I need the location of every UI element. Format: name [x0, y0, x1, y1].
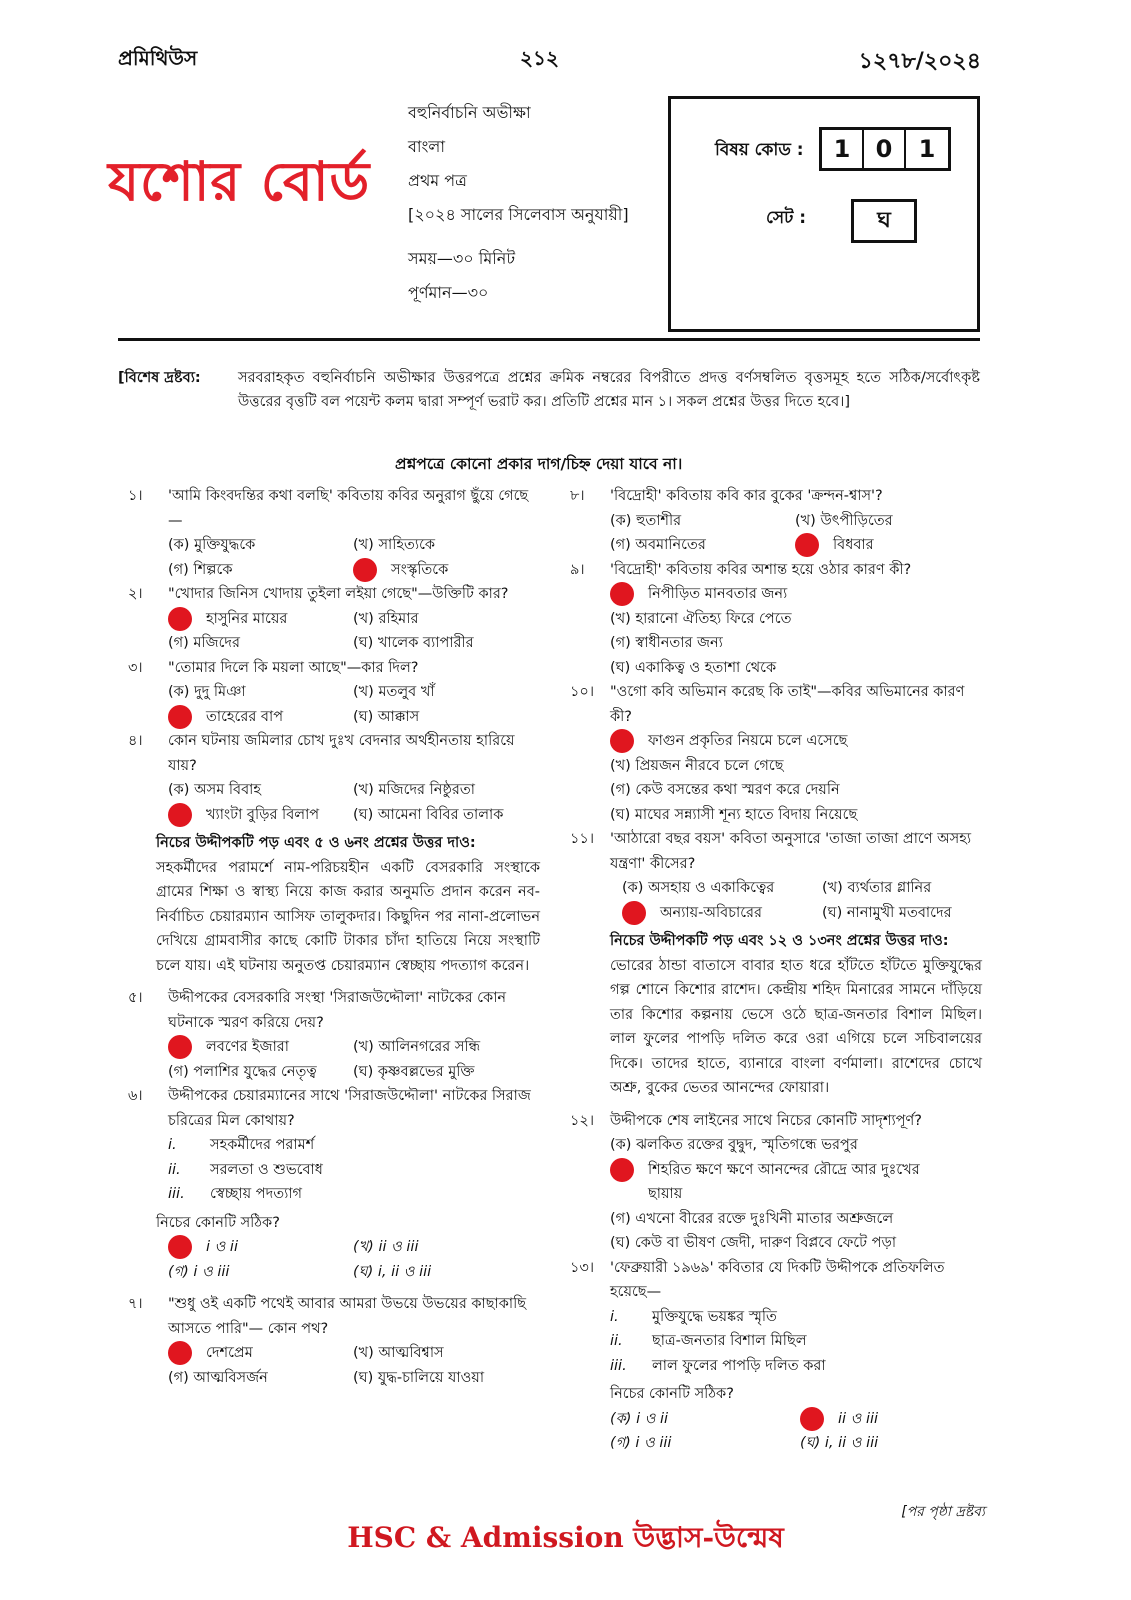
option-d[interactable]: [610, 803, 982, 828]
question-number: ৮।: [570, 488, 585, 504]
question-8: [570, 484, 982, 509]
option-text: (খ) রহিমার: [353, 610, 419, 627]
question-10: [570, 680, 982, 729]
page-number: ২১২: [520, 46, 559, 70]
option-d[interactable]: [610, 656, 982, 681]
question-number: ৬।: [128, 1088, 143, 1104]
question-7: [128, 1292, 540, 1341]
option-b[interactable]: [353, 533, 540, 558]
option-a[interactable]: [168, 778, 353, 803]
option-d[interactable]: [610, 1231, 982, 1256]
header-divider: [118, 338, 980, 341]
filled-answer-circle-icon: [168, 1035, 192, 1059]
code-digit: 1: [918, 135, 936, 163]
roman-numeral: i.: [610, 1308, 619, 1325]
options: [570, 1407, 982, 1456]
option-a[interactable]: [610, 1407, 800, 1432]
subject-code-box: [668, 96, 980, 332]
question-2: [128, 582, 540, 607]
question-6: [128, 1084, 540, 1133]
option-b-continued: [610, 1182, 982, 1207]
option-text: (ঘ) নানামুখী মতবাদের: [822, 904, 952, 921]
option-text: (খ) প্রিয়জন নীরবে চলে গেছে: [610, 757, 784, 774]
set-label: সেট :: [766, 208, 807, 228]
option-a[interactable]: [610, 729, 982, 754]
option-b[interactable]: [353, 778, 540, 803]
option-a[interactable]: [168, 1035, 353, 1060]
option-c[interactable]: [622, 901, 822, 926]
option-text: (খ) আত্মবিশ্বাস: [353, 1345, 444, 1361]
question-number: ১০।: [570, 684, 595, 700]
option-d[interactable]: [353, 558, 540, 583]
subject-name: বাংলা: [408, 137, 445, 156]
option-c[interactable]: [168, 631, 353, 656]
stimulus-text: ভোরের ঠান্ডা বাতাসে বাবার হাত ধরে হাঁটতে হাঁটতে মুক্তিযুদ্ধের গল্প শোনে কিশোর রাশেদ। কেন্দ্রীয় শহিদ মিনারের সামনে দাঁড়িয়ে তার কিশোর কল্পনায় ভেসে ওঠে ছাত্র-জনতার বিশাল মিছিল। লাল ফুলের পাপড়ি দলিত করে ওরা এগিয়ে চলে সচিবালয়ের দিকে। তাদের হাতে, ব্যানারে বাংলা বর্ণমালা। রাশেদের চোখে অশ্রু, বুকের ভেতর আনন্দের ফোয়ারা।: [610, 957, 982, 1096]
filled-answer-circle-icon: [610, 1158, 634, 1182]
filled-answer-circle-icon: [622, 901, 646, 925]
options: [570, 876, 982, 925]
option-text: (খ) উৎপীড়িতের: [795, 512, 893, 529]
question-text: 'আঠারো বছর বয়স' কবিতা অনুসারে 'তাজা তাজা প্রাণে অসহ্য যন্ত্রণা' কীসের?: [610, 831, 972, 872]
left-column: [128, 484, 540, 1390]
option-text: (গ) অবমানিতের: [610, 537, 706, 553]
option-text: দেশপ্রেম: [206, 1345, 253, 1361]
question-text: "খোদার জিনিস খোদায় তুইলা লইয়া গেছে"—উক্তিটি কার?: [168, 586, 509, 602]
statement-text: মুক্তিযুদ্ধে ভয়ঙ্কর স্মৃতি: [652, 1308, 777, 1325]
subject-code-label: বিষয় কোড :: [715, 140, 804, 160]
option-c[interactable]: [610, 778, 982, 803]
option-b[interactable]: [610, 1158, 982, 1183]
option-d[interactable]: [353, 631, 540, 656]
option-text: (ঘ) কেউ বা ভীষণ জেদী, দারুণ বিপ্লবে ফেটে পড়া: [610, 1235, 897, 1251]
option-text: লবণের ইজারা: [206, 1039, 289, 1055]
option-b[interactable]: [353, 1235, 540, 1260]
option-text: (ঘ) খালেক ব্যাপারীর: [353, 635, 474, 651]
question-3: [128, 656, 540, 681]
option-text: (খ) মতলুব খাঁ: [353, 684, 435, 700]
question-9: [570, 558, 982, 583]
option-text: শিহরিত ক্ষণে ক্ষণে আনন্দের রৌদ্রে আর দুঃখের: [648, 1161, 920, 1178]
paper-code: ১২৭৮/২০২৪: [858, 49, 981, 74]
question-number: ১২।: [570, 1112, 595, 1129]
options: [570, 509, 982, 558]
option-text: (ঘ) যুদ্ধ-চালিয়ে যাওয়া: [353, 1369, 485, 1386]
question-number: ৫।: [128, 990, 143, 1006]
option-text: (ক) মুক্তিযুদ্ধকে: [168, 537, 256, 553]
option-b[interactable]: [795, 509, 982, 534]
roman-numeral: iii.: [168, 1186, 185, 1202]
option-a[interactable]: [168, 1235, 353, 1260]
option-c[interactable]: [168, 1060, 353, 1085]
right-column: [570, 484, 982, 1456]
filled-answer-circle-icon: [168, 1341, 192, 1365]
statements: [570, 1305, 982, 1379]
question-text: 'ফেব্রুয়ারী ১৯৬৯' কবিতার যে দিকটি উদ্দীপকে প্রতিফলিত হয়েছে—: [610, 1259, 945, 1300]
option-d[interactable]: [800, 1431, 982, 1456]
option-text: ছায়ায়: [648, 1186, 683, 1202]
option-text: (খ) ii ও iii: [353, 1239, 419, 1255]
question-number: ৪।: [128, 733, 143, 749]
option-b[interactable]: [353, 607, 540, 632]
options: [128, 533, 540, 582]
question-number: ১৩।: [570, 1259, 595, 1276]
option-b[interactable]: [610, 607, 982, 632]
option-text: (ক) হুতাশীর: [610, 512, 682, 529]
notice-text: সরবরাহকৃত বহুনির্বাচনি অভীক্ষার উত্তরপত্রে প্রশ্নের ক্রমিক নম্বরের বিপরীতে প্রদত্ত বর্ণসম্বলিত বৃত্তসমূহ হতে সঠিক/সর্বোৎকৃষ্ট উত্তরের বৃত্তটি বল পয়েন্ট কলম দ্বারা সম্পূর্ণ ভরাট কর। প্রতিটি প্রশ্নের মান ১। সকল প্রশ্নের উত্তর দিতে হবে।]: [238, 370, 980, 410]
code-digit: 1: [822, 130, 864, 168]
publisher-name: প্রমিথিউস: [118, 46, 198, 70]
statement: [168, 1182, 540, 1207]
question-text: উদ্দীপকে শেষ লাইনের সাথে নিচের কোনটি সাদৃশ্যপূর্ণ?: [610, 1112, 922, 1129]
full-marks: পূর্ণমান—৩০: [408, 283, 489, 302]
set-value: ঘ: [851, 199, 917, 243]
statement-text: সরলতা ও শুভবোধ: [210, 1161, 323, 1178]
option-a[interactable]: [168, 1341, 353, 1366]
statement: [168, 1133, 540, 1158]
option-text: (খ) সাহিত্যকে: [353, 537, 436, 553]
question-12: [570, 1109, 982, 1134]
option-d[interactable]: [822, 901, 982, 926]
statement-text: সহকর্মীদের পরামর্শ: [210, 1137, 315, 1153]
option-text: (ঘ) কৃষ্ণবল্লভের মুক্তি: [353, 1063, 475, 1080]
option-b[interactable]: [353, 1341, 540, 1366]
option-text: বিধবার: [833, 537, 874, 553]
option-d[interactable]: [795, 533, 982, 558]
question-text: "ওগো কবি অভিমান করেছ কি তাই"—কবির অভিমানের কারণ কী?: [610, 684, 965, 725]
option-a[interactable]: [610, 509, 795, 534]
option-a[interactable]: [168, 607, 353, 632]
option-d[interactable]: [353, 1260, 540, 1285]
filled-answer-circle-icon: [610, 729, 634, 753]
statement-text: ছাত্র-জনতার বিশাল মিছিল: [652, 1333, 807, 1349]
question-number: ৭।: [128, 1296, 143, 1312]
option-d[interactable]: [353, 705, 540, 730]
option-text: অন্যায়-অবিচারের: [660, 904, 762, 921]
statement: [610, 1354, 982, 1379]
option-b[interactable]: [822, 876, 982, 901]
option-text: তাহেরের বাপ: [206, 708, 284, 725]
option-c[interactable]: [168, 1366, 353, 1391]
filled-answer-circle-icon: [795, 533, 819, 557]
question-number: ৯।: [570, 561, 585, 578]
options: [128, 680, 540, 729]
statements: [128, 1133, 540, 1207]
statement: [610, 1329, 982, 1354]
code-digit: 0: [864, 130, 906, 168]
question-11: [570, 827, 982, 876]
option-c[interactable]: [168, 705, 353, 730]
statement-text: লাল ফুলের পাপড়ি দলিত করা: [652, 1357, 826, 1374]
option-d[interactable]: [353, 1060, 540, 1085]
filled-answer-circle-icon: [353, 558, 377, 582]
question-text: "তোমার দিলে কি ময়লা আছে"—কার দিল?: [168, 659, 419, 676]
stimulus-heading: নিচের উদ্দীপকটি পড় এবং ১২ ও ১৩নং প্রশ্নের উত্তর দাও:: [610, 933, 949, 949]
filled-answer-circle-icon: [610, 582, 634, 606]
question-text: 'বিদ্রোহী' কবিতায় কবি কার বুকের 'ক্রন্দন-শ্বাস'?: [610, 488, 883, 504]
option-text: i ও ii: [206, 1239, 238, 1255]
statement-text: স্বেচ্ছায় পদত্যাগ: [210, 1186, 303, 1202]
options: [128, 778, 540, 827]
question-4: [128, 729, 540, 778]
stimulus-heading: নিচের উদ্দীপকটি পড় এবং ৫ ও ৬নং প্রশ্নের উত্তর দাও:: [156, 835, 476, 851]
option-c[interactable]: [610, 533, 795, 558]
filled-answer-circle-icon: [168, 607, 192, 631]
option-text: (খ) আলিনগরের সন্ধি: [353, 1039, 481, 1055]
paper-name: প্রথম পত্র: [408, 171, 467, 190]
question-number: ২।: [128, 586, 143, 602]
syllabus-note: [২০২৪ সালের সিলেবাস অনুযায়ী]: [408, 205, 629, 224]
question-text: উদ্দীপকের বেসরকারি সংস্থা 'সিরাজউদ্দৌলা' নাটকের কোন ঘটনাকে স্মরণ করিয়ে দেয়?: [168, 990, 507, 1031]
options: [128, 607, 540, 656]
question-number: ১।: [128, 488, 143, 504]
option-text: (গ) i ও iii: [610, 1435, 672, 1451]
roman-numeral: ii.: [168, 1161, 181, 1178]
option-c[interactable]: [168, 1260, 353, 1285]
option-text: ফাগুন প্রকৃতির নিয়মে চলে এসেছে: [648, 733, 848, 749]
question-13: [570, 1256, 982, 1305]
option-c[interactable]: [610, 1431, 800, 1456]
option-text: (খ) হারানো ঐতিহ্য ফিরে পেতে: [610, 610, 792, 627]
roman-numeral: ii.: [610, 1333, 623, 1349]
options: [570, 582, 982, 680]
question-text: উদ্দীপকের চেয়ারম্যানের সাথে 'সিরাজউদ্দৌলা' নাটকের সিরাজ চরিত্রের মিল কোথায়?: [168, 1088, 531, 1129]
option-text: (ঘ) i, ii ও iii: [800, 1435, 879, 1451]
option-a[interactable]: [610, 1133, 982, 1158]
option-text: (ঘ) আমেনা বিবির তালাক: [353, 806, 504, 823]
which-correct-prompt: নিচের কোনটি সঠিক?: [156, 1214, 280, 1231]
option-text: (গ) স্বাধীনতার জন্য: [610, 635, 723, 651]
option-text: (ক) অসহায় ও একাকিত্বের: [622, 880, 775, 896]
option-c[interactable]: [610, 1207, 982, 1232]
option-text: (ঘ) i, ii ও iii: [353, 1263, 432, 1280]
option-a[interactable]: [168, 533, 353, 558]
options: [128, 1035, 540, 1084]
filled-answer-circle-icon: [168, 1235, 192, 1259]
question-text: 'বিদ্রোহী' কবিতায় কবির অশান্ত হয়ে ওঠার কারণ কী?: [610, 561, 912, 578]
option-text: (খ) ব্যর্থতার গ্লানির: [822, 880, 932, 896]
options: [128, 1235, 540, 1284]
option-text: (গ) কেউ বসন্তের কথা স্মরণ করে দেয়নি: [610, 782, 840, 798]
option-text: (ঘ) একাকিত্ব ও হতাশা থেকে: [610, 659, 777, 676]
options: [570, 729, 982, 827]
option-a[interactable]: [610, 582, 982, 607]
option-text: (ক) দুদু মিঞা: [168, 684, 246, 700]
option-text: (গ) শিল্পকে: [168, 561, 233, 578]
question-5: [128, 986, 540, 1035]
option-text: (ঘ) আক্কাস: [353, 708, 420, 725]
next-page-note: [পর পৃষ্ঠা দ্রষ্টব্য: [901, 1504, 985, 1520]
exam-time: সময়—৩০ মিনিট: [408, 249, 516, 268]
exam-type: বহুনির্বাচনি অভীক্ষা: [408, 103, 531, 122]
question-text: 'আমি কিংবদন্তির কথা বলছি' কবিতায় কবির অনুরাগ ছুঁয়ে গেছে—: [168, 488, 529, 529]
option-b[interactable]: [353, 1035, 540, 1060]
stimulus-text: সহকর্মীদের পরামর্শে নাম-পরিচয়হীন একটি বেসরকারি সংস্থাকে গ্রামের শিক্ষা ও স্বাস্থ্য নিয়ে কাজ করার অনুমতি প্রদান করেন নব-নির্বাচিত চেয়ারম্যান আসিফ তালুকদার। কিছুদিন পর নানা-প্রলোভন দেখিয়ে গ্রামবাসীর কাছে কোটি টাকার চাঁদা হাতিয়ে নিয়ে সংস্থাটি চলে যায়। এই ঘটনায় অনুতপ্ত চেয়ারম্যান স্বেচ্ছায় পদত্যাগ করেন।: [156, 859, 540, 974]
statement: [610, 1305, 982, 1330]
option-d[interactable]: [353, 1366, 540, 1391]
option-text: নিপীড়িত মানবতার জন্য: [648, 586, 788, 602]
question-text: "শুধু ওই একটি পথেই আবার আমরা উভয়ে উভয়ের কাছাকাছি আসতে পারি"— কোন পথ?: [168, 1296, 527, 1337]
option-text: ii ও iii: [838, 1410, 879, 1427]
option-a[interactable]: [168, 680, 353, 705]
option-text: (ঘ) মাঘের সন্ন্যাসী শূন্য হাতে বিদায় নিয়েছে: [610, 806, 858, 823]
option-c[interactable]: [168, 558, 353, 583]
footer-brand: HSC & Admission উদ্ভাস-উন্মেষ: [347, 1521, 784, 1554]
subject-code-digits: [819, 127, 951, 171]
options: [128, 1341, 540, 1390]
option-c[interactable]: [168, 803, 353, 828]
option-text: সংস্কৃতিকে: [391, 561, 449, 578]
board-title: যশোর বোর্ড: [108, 150, 371, 213]
option-c[interactable]: [610, 631, 982, 656]
question-number: ৩।: [128, 659, 143, 676]
question-1: [128, 484, 540, 533]
option-d[interactable]: [353, 803, 540, 828]
option-text: (গ) মজিদের: [168, 635, 241, 651]
option-text: খ্যাংটা বুড়ির বিলাপ: [206, 806, 320, 823]
no-marking-warning: প্রশ্নপত্রে কোনো প্রকার দাগ/চিহ্ন দেয়া যাবে না।: [395, 455, 683, 473]
which-correct-prompt: নিচের কোনটি সঠিক?: [610, 1386, 734, 1402]
options: [570, 1133, 982, 1256]
option-b[interactable]: [610, 754, 982, 779]
roman-numeral: i.: [168, 1137, 177, 1153]
option-b[interactable]: [800, 1407, 982, 1432]
exam-info: [408, 96, 629, 310]
option-text: (গ) আত্মবিসর্জন: [168, 1369, 268, 1386]
question-number: ১১।: [570, 831, 595, 847]
option-text: (ক) অসম বিবাহ: [168, 782, 261, 798]
question-text: কোন ঘটনায় জমিলার চোখ দুঃখ বেদনার অর্থহীনতায় হারিয়ে যায়?: [168, 733, 515, 774]
option-text: (গ) পলাশির যুদ্ধের নেতৃত্ব: [168, 1063, 317, 1080]
option-text: (গ) এখনো বীরের রক্তে দুঃখিনী মাতার অশ্রুজলে: [610, 1210, 894, 1227]
filled-answer-circle-icon: [168, 705, 192, 729]
notice-label: [বিশেষ দ্রষ্টব্য:: [118, 370, 201, 386]
option-text: (ক) ঝলকিত রক্তের বুদ্বুদ, স্মৃতিগন্ধে ভরপুর: [610, 1137, 858, 1153]
filled-answer-circle-icon: [168, 803, 192, 827]
option-text: (ক) i ও ii: [610, 1410, 669, 1427]
option-text: (গ) i ও iii: [168, 1263, 230, 1280]
statement: [168, 1158, 540, 1183]
filled-answer-circle-icon: [800, 1407, 824, 1431]
roman-numeral: iii.: [610, 1357, 627, 1374]
option-text: হাসুনির মায়ের: [206, 610, 288, 627]
option-b[interactable]: [353, 680, 540, 705]
option-a[interactable]: [622, 876, 822, 901]
option-text: (খ) মজিদের নিষ্ঠুরতা: [353, 782, 475, 798]
